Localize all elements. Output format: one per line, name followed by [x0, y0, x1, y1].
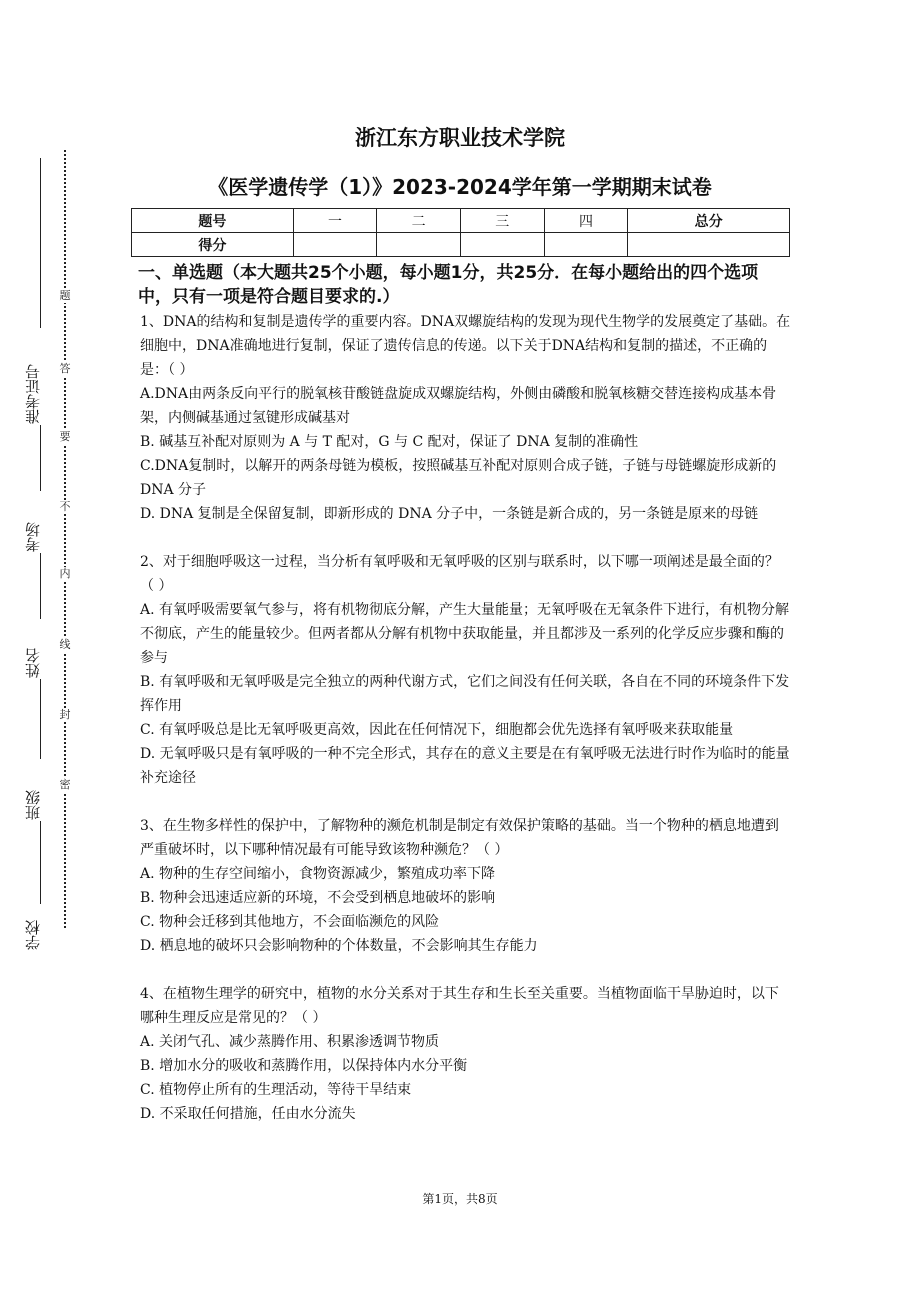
score-cell — [293, 233, 377, 257]
score-header-cell: 一 — [293, 209, 377, 233]
seal-char: 要 — [59, 430, 71, 443]
question-option: C. 有氧呼吸总是比无氧呼吸更高效，因此在任何情况下，细胞都会优先选择有氧呼吸来获取能量 — [140, 722, 734, 738]
question-option: C. 物种会迁移到其他地方，不会面临濒危的风险 — [140, 914, 440, 930]
question-stem: 4、在植物生理学的研究中，植物的水分关系对于其生存和生长至关重要。当植物面临干旱胁迫时，以下哪种生理反应是常见的？（ ） — [140, 986, 779, 1026]
score-header-cell: 三 — [460, 209, 544, 233]
seal-char: 封 — [59, 708, 71, 721]
score-header-cell: 总分 — [628, 209, 790, 233]
question-option: B. 碱基互补配对原则为 A 与 T 配对，G 与 C 配对，保证了 DNA 复制的准确性 — [140, 434, 639, 450]
question-option: D. DNA 复制是全保留复制，即新形成的 DNA 分子中，一条链是新合成的，另一条链是原来的母链 — [140, 506, 759, 522]
score-header-cell: 二 — [377, 209, 461, 233]
question — [140, 982, 792, 1126]
question-option: B. 物种会迅速适应新的环境，不会受到栖息地破坏的影响 — [140, 890, 496, 906]
question-list — [140, 310, 792, 1150]
question-option: C.DNA复制时，以解开的两条母链为模板，按照碱基互补配对原则合成子链，子链与母链螺旋形成新的 DNA 分子 — [140, 458, 777, 498]
binding-label-exam-id: 准考证号 — [24, 364, 42, 424]
question-stem: 2、对于细胞呼吸这一过程，当分析有氧呼吸和无氧呼吸的区别与联系时，以下哪一项阐述是最全面的？（ ） — [140, 554, 779, 594]
score-table-header-row — [132, 209, 790, 233]
binding-line — [40, 821, 41, 904]
score-cell — [377, 233, 461, 257]
question — [140, 550, 792, 790]
question-option: D. 不采取任何措施，任由水分流失 — [140, 1106, 356, 1122]
binding-label-school: 学校 — [24, 920, 42, 950]
score-cell — [628, 233, 790, 257]
question-option: A.DNA由两条反向平行的脱氧核苷酸链盘旋成双螺旋结构，外侧由磷酸和脱氧核糖交替连接构成基本骨架，内侧碱基通过氢键形成碱基对 — [140, 386, 777, 426]
question — [140, 310, 792, 526]
question-option: D. 无氧呼吸只是有氧呼吸的一种不完全形式，其存在的意义主要是在有氧呼吸无法进行时作为临时的能量补充途径 — [140, 746, 790, 786]
binding-line — [40, 425, 41, 491]
question-option: A. 有氧呼吸需要氧气参与，将有机物彻底分解，产生大量能量；无氧呼吸在无氧条件下进行，有机物分解不彻底，产生的能量较少。但两者都从分解有机物中获取能量，并且都涉及一系列的化学反应步骤和酶的参与 — [140, 602, 790, 666]
score-cell — [544, 233, 628, 257]
question-option: A. 关闭气孔、减少蒸腾作用、积累渗透调节物质 — [140, 1034, 440, 1050]
binding-field-name — [22, 620, 44, 678]
binding-line — [40, 679, 41, 759]
question — [140, 814, 792, 958]
score-header-cell: 四 — [544, 209, 628, 233]
binding-label-name: 姓名 — [24, 648, 42, 678]
question-option: C. 植物停止所有的生理活动，等待干旱结束 — [140, 1082, 412, 1098]
question-stem: 1、DNA的结构和复制是遗传学的重要内容。DNA双螺旋结构的发现为现代生物学的发展奠定了基础。在细胞中，DNA准确地进行复制，保证了遗传信息的传递。以下关于DNA结构和复制的描述，不正确的是：（ ） — [140, 314, 791, 378]
score-header-cell: 题号 — [132, 209, 294, 233]
seal-char: 不 — [59, 500, 71, 513]
seal-char: 答 — [59, 362, 71, 375]
question-option: B. 增加水分的吸收和蒸腾作用，以保持体内水分平衡 — [140, 1058, 468, 1074]
seal-char: 密 — [59, 778, 71, 791]
binding-field-exam-id — [22, 328, 44, 424]
score-table-score-row — [132, 233, 790, 257]
score-row-label: 得分 — [132, 233, 294, 257]
page-footer: 第1页，共8页 — [422, 1192, 498, 1206]
seal-char: 线 — [59, 638, 71, 651]
binding-field-class — [22, 760, 44, 820]
score-cell — [460, 233, 544, 257]
binding-line — [40, 553, 41, 619]
section-heading: 一、单选题（本大题共25个小题，每小题1分，共25分．在每小题给出的四个选项中，只有一项是符合题目要求的.） — [138, 263, 759, 307]
question-option: D. 栖息地的破坏只会影响物种的个体数量，不会影响其生存能力 — [140, 938, 538, 954]
seal-char: 题 — [59, 289, 71, 302]
seal-char: 内 — [59, 567, 71, 580]
exam-title: 《医学遗传学（1）》2023-2024学年第一学期期末试卷 — [208, 175, 712, 199]
question-option: B. 有氧呼吸和无氧呼吸是完全独立的两种代谢方式，它们之间没有任何关联，各自在不同的环境条件下发挥作用 — [140, 674, 790, 714]
binding-dotted-line — [64, 150, 66, 928]
school-title: 浙江东方职业技术学院 — [355, 126, 565, 150]
binding-field-school — [22, 905, 44, 950]
binding-field-room — [22, 492, 44, 552]
question-stem: 3、在生物多样性的保护中，了解物种的濒危机制是制定有效保护策略的基础。当一个物种的栖息地遭到严重破坏时，以下哪种情况最有可能导致该物种濒危？（ ） — [140, 818, 779, 858]
binding-label-room: 考场 — [24, 522, 42, 552]
score-table — [131, 208, 790, 257]
binding-label-class: 班级 — [24, 790, 42, 820]
question-option: A. 物种的生存空间缩小，食物资源减少，繁殖成功率下降 — [140, 866, 496, 882]
